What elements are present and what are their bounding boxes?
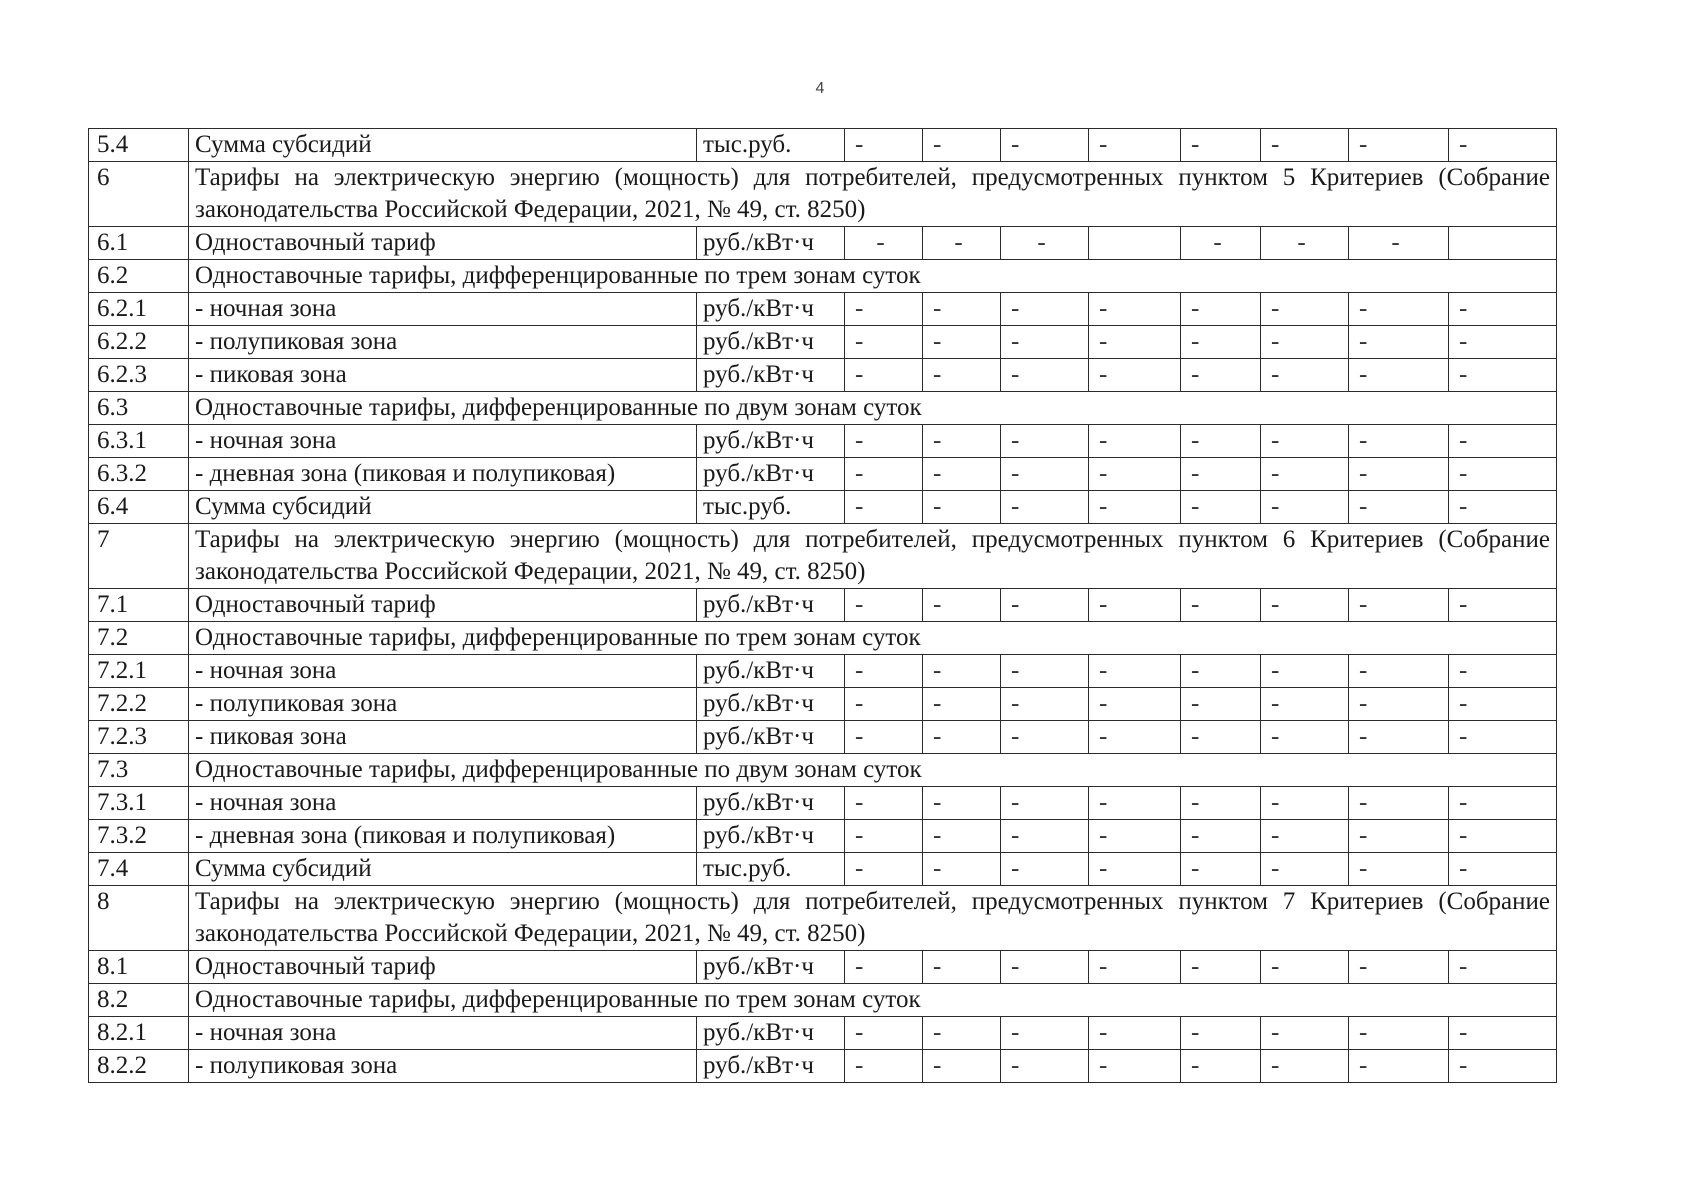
value-cell: - xyxy=(1261,293,1349,326)
value-cell: - xyxy=(1449,491,1557,524)
value-cell: - xyxy=(845,853,923,886)
value-cell: - xyxy=(1089,787,1181,820)
value-cell: - xyxy=(923,655,1001,688)
row-number: 7.4 xyxy=(89,853,189,886)
value-cell: - xyxy=(845,1050,923,1083)
value-cell: - xyxy=(1089,1050,1181,1083)
row-number: 6.2.3 xyxy=(89,359,189,392)
row-name: - ночная зона xyxy=(189,655,697,688)
group-row xyxy=(89,392,1557,425)
value-cell: - xyxy=(1181,655,1261,688)
value-cell: - xyxy=(1001,359,1089,392)
value-cell: - xyxy=(1089,820,1181,853)
section-title: Тарифы на электрическую энергию (мощность) для потребителей, предусмотренных пунктом 6 Критериев (Собрание законодательства Российской Федерации, 2021, № 49, ст. 8250) xyxy=(189,524,1557,589)
group-row xyxy=(89,754,1557,787)
value-cell: - xyxy=(1349,129,1449,162)
table-row xyxy=(89,293,1557,326)
table-row xyxy=(89,853,1557,886)
section-row xyxy=(89,886,1557,951)
value-cell: - xyxy=(1349,853,1449,886)
table-row xyxy=(89,425,1557,458)
row-name: - полупиковая зона xyxy=(189,326,697,359)
value-cell: - xyxy=(1449,458,1557,491)
row-number: 6 xyxy=(89,162,189,227)
value-cell: - xyxy=(1181,853,1261,886)
table-row xyxy=(89,820,1557,853)
value-cell: - xyxy=(1449,326,1557,359)
value-cell: - xyxy=(1001,820,1089,853)
value-cell: - xyxy=(1449,655,1557,688)
value-cell: - xyxy=(1261,129,1349,162)
row-unit: руб./кВт·ч xyxy=(697,787,845,820)
row-number: 6.3.1 xyxy=(89,425,189,458)
value-cell: - xyxy=(1349,227,1449,260)
row-number: 8.2.2 xyxy=(89,1050,189,1083)
row-name: - дневная зона (пиковая и полупиковая) xyxy=(189,820,697,853)
value-cell: - xyxy=(1001,458,1089,491)
row-unit: руб./кВт·ч xyxy=(697,227,845,260)
value-cell: - xyxy=(1349,951,1449,984)
value-cell: - xyxy=(1089,688,1181,721)
value-cell: - xyxy=(923,458,1001,491)
value-cell: - xyxy=(923,326,1001,359)
row-name: Сумма субсидий xyxy=(189,491,697,524)
value-cell: - xyxy=(845,491,923,524)
table-row xyxy=(89,787,1557,820)
value-cell: - xyxy=(923,820,1001,853)
row-unit: руб./кВт·ч xyxy=(697,688,845,721)
row-name: Сумма субсидий xyxy=(189,853,697,886)
value-cell: - xyxy=(1181,589,1261,622)
row-unit: руб./кВт·ч xyxy=(697,951,845,984)
value-cell: - xyxy=(1181,820,1261,853)
value-cell: - xyxy=(1261,491,1349,524)
value-cell: - xyxy=(845,820,923,853)
section-row xyxy=(89,524,1557,589)
row-number: 8.2 xyxy=(89,984,189,1017)
value-cell: - xyxy=(923,721,1001,754)
value-cell: - xyxy=(1449,721,1557,754)
row-unit: руб./кВт·ч xyxy=(697,820,845,853)
row-name: - ночная зона xyxy=(189,293,697,326)
value-cell: - xyxy=(1449,425,1557,458)
row-number: 5.4 xyxy=(89,129,189,162)
group-row xyxy=(89,622,1557,655)
row-unit: руб./кВт·ч xyxy=(697,458,845,491)
row-unit: тыс.руб. xyxy=(697,491,845,524)
value-cell: - xyxy=(1349,820,1449,853)
group-title: Одноставочные тарифы, дифференцированные по двум зонам суток xyxy=(189,392,1557,425)
value-cell: - xyxy=(1261,853,1349,886)
value-cell: - xyxy=(1181,951,1261,984)
value-cell: - xyxy=(1001,129,1089,162)
value-cell: - xyxy=(1261,688,1349,721)
table-row xyxy=(89,326,1557,359)
value-cell: - xyxy=(1261,425,1349,458)
value-cell: - xyxy=(1449,129,1557,162)
table-row xyxy=(89,359,1557,392)
table-row xyxy=(89,721,1557,754)
value-cell: - xyxy=(1089,293,1181,326)
group-row xyxy=(89,984,1557,1017)
value-cell: - xyxy=(1001,425,1089,458)
row-unit: руб./кВт·ч xyxy=(697,655,845,688)
value-cell: - xyxy=(1181,491,1261,524)
value-cell: - xyxy=(1181,1017,1261,1050)
value-cell: - xyxy=(1089,589,1181,622)
row-name: - пиковая зона xyxy=(189,359,697,392)
value-cell: - xyxy=(1261,1050,1349,1083)
group-row xyxy=(89,260,1557,293)
value-cell: - xyxy=(1261,458,1349,491)
value-cell: - xyxy=(845,293,923,326)
row-unit: руб./кВт·ч xyxy=(697,293,845,326)
value-cell: - xyxy=(923,853,1001,886)
value-cell: - xyxy=(1449,820,1557,853)
value-cell: - xyxy=(1349,326,1449,359)
row-number: 6.2.2 xyxy=(89,326,189,359)
row-name: Сумма субсидий xyxy=(189,129,697,162)
row-unit: тыс.руб. xyxy=(697,853,845,886)
value-cell: - xyxy=(1089,655,1181,688)
row-number: 8.2.1 xyxy=(89,1017,189,1050)
value-cell: - xyxy=(923,688,1001,721)
value-cell: - xyxy=(1181,721,1261,754)
value-cell: - xyxy=(1261,1017,1349,1050)
table-row xyxy=(89,951,1557,984)
table-row xyxy=(89,589,1557,622)
value-cell: - xyxy=(1181,425,1261,458)
value-cell: - xyxy=(1001,688,1089,721)
value-cell: - xyxy=(1181,787,1261,820)
section-row xyxy=(89,162,1557,227)
value-cell: - xyxy=(1449,853,1557,886)
row-name: Одноставочный тариф xyxy=(189,589,697,622)
value-cell: - xyxy=(1449,589,1557,622)
value-cell: - xyxy=(845,721,923,754)
value-cell: - xyxy=(845,787,923,820)
row-number: 7.3.2 xyxy=(89,820,189,853)
value-cell: - xyxy=(1449,293,1557,326)
value-cell: - xyxy=(1089,359,1181,392)
value-cell: - xyxy=(1001,787,1089,820)
value-cell: - xyxy=(1181,293,1261,326)
row-unit: руб./кВт·ч xyxy=(697,1017,845,1050)
value-cell: - xyxy=(1261,227,1349,260)
value-cell: - xyxy=(1449,1050,1557,1083)
group-title: Одноставочные тарифы, дифференцированные по трем зонам суток xyxy=(189,984,1557,1017)
row-unit: руб./кВт·ч xyxy=(697,1050,845,1083)
value-cell: - xyxy=(1349,1017,1449,1050)
value-cell: - xyxy=(1089,129,1181,162)
value-cell: - xyxy=(1181,359,1261,392)
value-cell: - xyxy=(1449,951,1557,984)
value-cell: - xyxy=(1349,688,1449,721)
value-cell: - xyxy=(1349,458,1449,491)
row-unit: руб./кВт·ч xyxy=(697,359,845,392)
value-cell: - xyxy=(845,655,923,688)
value-cell: - xyxy=(1001,589,1089,622)
table-row xyxy=(89,129,1557,162)
value-cell: - xyxy=(923,491,1001,524)
value-cell: - xyxy=(1349,491,1449,524)
row-number: 6.1 xyxy=(89,227,189,260)
value-cell: - xyxy=(1001,227,1089,260)
value-cell: - xyxy=(1089,491,1181,524)
row-name: - ночная зона xyxy=(189,787,697,820)
value-cell: - xyxy=(923,227,1001,260)
value-cell: - xyxy=(1349,1050,1449,1083)
row-number: 7 xyxy=(89,524,189,589)
value-cell: - xyxy=(1181,1050,1261,1083)
group-title: Одноставочные тарифы, дифференцированные по трем зонам суток xyxy=(189,260,1557,293)
row-name: - полупиковая зона xyxy=(189,1050,697,1083)
value-cell: - xyxy=(1261,721,1349,754)
value-cell: - xyxy=(1089,853,1181,886)
value-cell: - xyxy=(1001,491,1089,524)
page-number: 4 xyxy=(815,80,825,97)
value-cell: - xyxy=(923,1017,1001,1050)
value-cell: - xyxy=(845,227,923,260)
value-cell: - xyxy=(1449,359,1557,392)
value-cell: - xyxy=(1001,721,1089,754)
row-name: Одноставочный тариф xyxy=(189,227,697,260)
value-cell: - xyxy=(1261,820,1349,853)
value-cell: - xyxy=(1349,293,1449,326)
value-cell: - xyxy=(1261,326,1349,359)
tariff-table xyxy=(88,128,1557,1083)
row-number: 8 xyxy=(89,886,189,951)
value-cell: - xyxy=(923,359,1001,392)
row-number: 7.2 xyxy=(89,622,189,655)
row-name: - дневная зона (пиковая и полупиковая) xyxy=(189,458,697,491)
row-unit: руб./кВт·ч xyxy=(697,589,845,622)
row-name: - полупиковая зона xyxy=(189,688,697,721)
value-cell: - xyxy=(845,359,923,392)
table-row xyxy=(89,491,1557,524)
value-cell: - xyxy=(1181,688,1261,721)
value-cell: - xyxy=(1089,326,1181,359)
row-unit: тыс.руб. xyxy=(697,129,845,162)
row-number: 6.4 xyxy=(89,491,189,524)
row-number: 7.2.2 xyxy=(89,688,189,721)
value-cell: - xyxy=(923,293,1001,326)
value-cell: - xyxy=(1261,787,1349,820)
value-cell: - xyxy=(1001,1050,1089,1083)
value-cell: - xyxy=(845,129,923,162)
row-number: 6.2.1 xyxy=(89,293,189,326)
group-title: Одноставочные тарифы, дифференцированные по трем зонам суток xyxy=(189,622,1557,655)
row-unit: руб./кВт·ч xyxy=(697,326,845,359)
value-cell: - xyxy=(1349,359,1449,392)
value-cell: - xyxy=(1089,1017,1181,1050)
value-cell: - xyxy=(1181,326,1261,359)
table-row xyxy=(89,227,1557,260)
value-cell: - xyxy=(845,688,923,721)
value-cell: - xyxy=(1001,853,1089,886)
row-name: - пиковая зона xyxy=(189,721,697,754)
row-name: Одноставочный тариф xyxy=(189,951,697,984)
table-row xyxy=(89,458,1557,491)
row-unit: руб./кВт·ч xyxy=(697,721,845,754)
value-cell: - xyxy=(1001,1017,1089,1050)
value-cell: - xyxy=(845,458,923,491)
value-cell: - xyxy=(845,1017,923,1050)
row-number: 6.2 xyxy=(89,260,189,293)
value-cell: - xyxy=(1449,787,1557,820)
value-cell: - xyxy=(923,589,1001,622)
row-number: 8.1 xyxy=(89,951,189,984)
value-cell: - xyxy=(1349,589,1449,622)
section-title: Тарифы на электрическую энергию (мощность) для потребителей, предусмотренных пунктом 5 Критериев (Собрание законодательства Российской Федерации, 2021, № 49, ст. 8250) xyxy=(189,162,1557,227)
value-cell: - xyxy=(923,129,1001,162)
row-number: 7.3 xyxy=(89,754,189,787)
value-cell: - xyxy=(845,425,923,458)
value-cell: - xyxy=(1261,589,1349,622)
value-cell: - xyxy=(1349,787,1449,820)
value-cell: - xyxy=(1001,951,1089,984)
value-cell: - xyxy=(1089,458,1181,491)
value-cell: - xyxy=(1349,655,1449,688)
table-row xyxy=(89,1017,1557,1050)
value-cell: - xyxy=(1001,293,1089,326)
table-row xyxy=(89,655,1557,688)
value-cell: - xyxy=(845,326,923,359)
value-cell: - xyxy=(1181,129,1261,162)
value-cell: - xyxy=(923,1050,1001,1083)
value-cell: - xyxy=(845,951,923,984)
value-cell: - xyxy=(923,787,1001,820)
row-number: 7.1 xyxy=(89,589,189,622)
value-cell: - xyxy=(1349,425,1449,458)
value-cell: - xyxy=(1261,655,1349,688)
table-row xyxy=(89,1050,1557,1083)
row-number: 6.3 xyxy=(89,392,189,425)
row-unit: руб./кВт·ч xyxy=(697,425,845,458)
value-cell: - xyxy=(1181,227,1261,260)
value-cell: - xyxy=(923,951,1001,984)
value-cell: - xyxy=(1001,655,1089,688)
value-cell: - xyxy=(845,589,923,622)
value-cell: - xyxy=(1089,721,1181,754)
row-number: 7.2.3 xyxy=(89,721,189,754)
value-cell: - xyxy=(1261,359,1349,392)
group-title: Одноставочные тарифы, дифференцированные по двум зонам суток xyxy=(189,754,1557,787)
value-cell: - xyxy=(1349,721,1449,754)
value-cell: - xyxy=(1449,688,1557,721)
value-cell xyxy=(1089,227,1181,260)
value-cell: - xyxy=(1181,458,1261,491)
section-title: Тарифы на электрическую энергию (мощность) для потребителей, предусмотренных пунктом 7 Критериев (Собрание законодательства Российской Федерации, 2021, № 49, ст. 8250) xyxy=(189,886,1557,951)
value-cell: - xyxy=(1449,1017,1557,1050)
value-cell xyxy=(1449,227,1557,260)
value-cell: - xyxy=(1089,951,1181,984)
row-number: 7.3.1 xyxy=(89,787,189,820)
row-name: - ночная зона xyxy=(189,1017,697,1050)
value-cell: - xyxy=(1001,326,1089,359)
row-number: 7.2.1 xyxy=(89,655,189,688)
value-cell: - xyxy=(1261,951,1349,984)
table-row xyxy=(89,688,1557,721)
row-name: - ночная зона xyxy=(189,425,697,458)
row-number: 6.3.2 xyxy=(89,458,189,491)
value-cell: - xyxy=(1089,425,1181,458)
value-cell: - xyxy=(923,425,1001,458)
